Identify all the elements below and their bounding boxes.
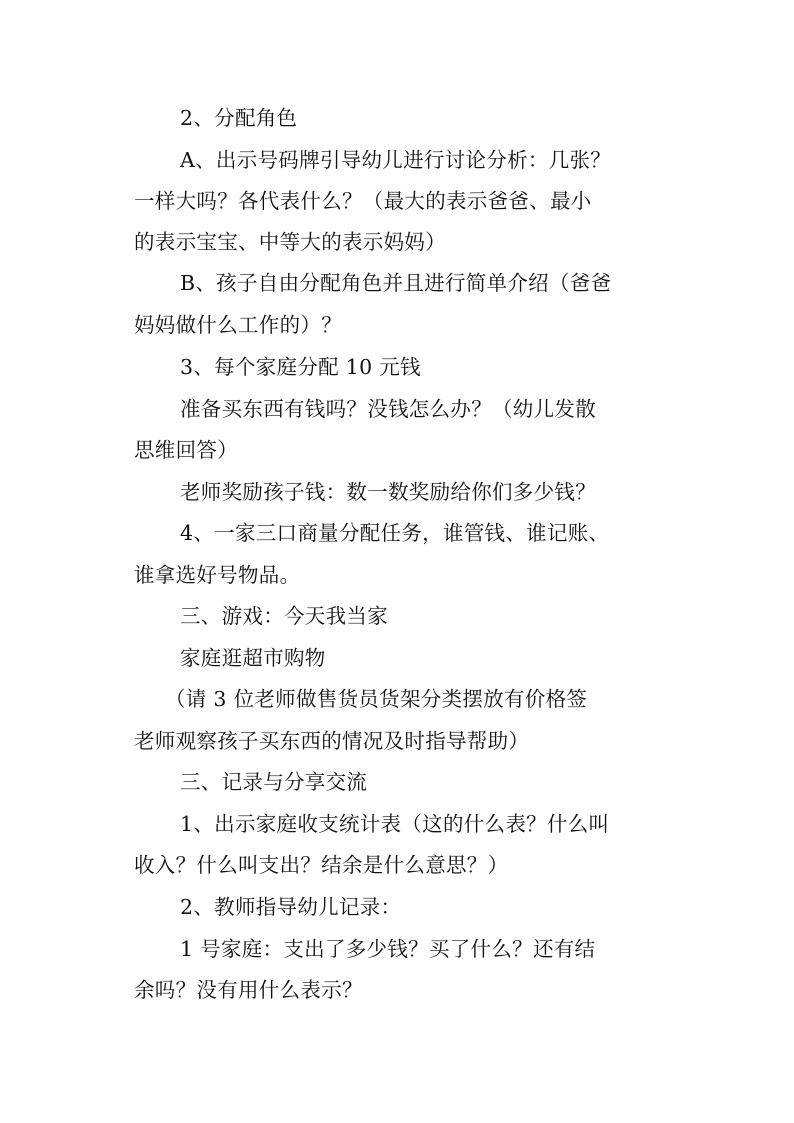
- text-line-21: 1 号家庭：支出了多少钱？买了什么？还有结: [180, 937, 596, 961]
- text-line-22: 余吗？没有用什么表示？: [134, 978, 363, 1002]
- text-line-19: 收入？什么叫支出？结余是什么意思？）: [134, 853, 509, 877]
- text-line-16: 老师观察孩子买东西的情况及时指导帮助）: [134, 729, 530, 753]
- text-line-15: （请 3 位老师做售货员货架分类摆放有价格签: [165, 687, 588, 711]
- text-line-18: 1、出示家庭收支统计表（这的什么表？什么叫: [180, 812, 610, 836]
- text-line-7: 3、每个家庭分配 10 元钱: [180, 355, 421, 379]
- text-line-20: 2、教师指导幼儿记录：: [180, 895, 402, 919]
- text-line-6: 妈妈做什么工作的）？: [134, 313, 342, 337]
- text-line-13: 三、游戏：今天我当家: [180, 604, 388, 628]
- text-line-14: 家庭逛超市购物: [180, 646, 326, 670]
- text-line-1: 2、分配角色: [180, 106, 298, 130]
- text-line-5: B、孩子自由分配角色并且进行简单介绍（爸爸: [180, 271, 612, 295]
- text-line-2: A、出示号码牌引导幼儿进行讨论分析：几张？: [180, 148, 612, 172]
- text-line-4: 的表示宝宝、中等大的表示妈妈）: [134, 230, 446, 254]
- text-line-3: 一样大吗？各代表什么？（最大的表示爸爸、最小: [134, 189, 592, 213]
- text-line-17: 三、记录与分享交流: [180, 770, 368, 794]
- text-line-12: 谁拿选好号物品。: [134, 563, 301, 587]
- text-line-11: 4、一家三口商量分配任务，谁管钱、谁记账、: [180, 521, 610, 545]
- text-line-8: 准备买东西有钱吗？没钱怎么办？（幼儿发散: [180, 397, 596, 421]
- text-line-10: 老师奖励孩子钱：数一数奖励给你们多少钱？: [180, 480, 596, 504]
- text-line-9: 思维回答）: [134, 438, 238, 462]
